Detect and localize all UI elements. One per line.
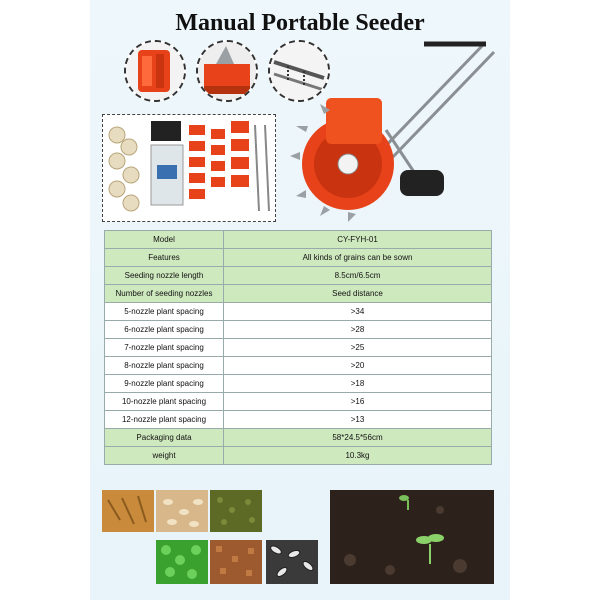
seeder-illustration: [286, 40, 496, 222]
sunflower-seeds-illustration: [266, 540, 318, 584]
table-row: [105, 447, 492, 465]
spec-key-cell: Packaging data: [105, 429, 224, 447]
table-row: [105, 267, 492, 285]
spec-value-cell: >25: [224, 339, 492, 357]
spec-key-cell: Number of seeding nozzles: [105, 285, 224, 303]
table-row: [105, 411, 492, 429]
page-title: Manual Portable Seeder: [175, 10, 425, 36]
spec-value-cell: Seed distance: [224, 285, 492, 303]
seedling-soil-image: [330, 490, 494, 584]
spec-value-cell: >34: [224, 303, 492, 321]
seeder-product-image: [286, 40, 496, 222]
spec-key-cell: Seeding nozzle length: [105, 267, 224, 285]
spec-key-cell: 5-nozzle plant spacing: [105, 303, 224, 321]
spec-value-cell: >28: [224, 321, 492, 339]
spec-value-cell: 10.3kg: [224, 447, 492, 465]
hopper-closeup-image: [126, 42, 184, 100]
table-row: [105, 357, 492, 375]
spec-value-cell: >16: [224, 393, 492, 411]
spec-value-cell: >18: [224, 375, 492, 393]
spec-key-cell: Features: [105, 249, 224, 267]
detail-circle-nozzle: [196, 40, 258, 102]
spec-value-cell: CY-FYH-01: [224, 231, 492, 249]
spec-key-cell: 7-nozzle plant spacing: [105, 339, 224, 357]
spec-value-cell: 58*24.5*56cm: [224, 429, 492, 447]
table-row: [105, 339, 492, 357]
spec-value-cell: >13: [224, 411, 492, 429]
spec-key-cell: 6-nozzle plant spacing: [105, 321, 224, 339]
table-row: [105, 375, 492, 393]
spec-key-cell: 8-nozzle plant spacing: [105, 357, 224, 375]
spec-key-cell: 9-nozzle plant spacing: [105, 375, 224, 393]
spec-key-cell: 10-nozzle plant spacing: [105, 393, 224, 411]
table-row: [105, 321, 492, 339]
parts-kit-illustration: [103, 115, 275, 221]
parts-kit-image: [102, 114, 276, 222]
table-row: [105, 303, 492, 321]
table-row: [105, 249, 492, 267]
table-row: [105, 285, 492, 303]
table-row: [105, 231, 492, 249]
spec-key-cell: 12-nozzle plant spacing: [105, 411, 224, 429]
seedling-illustration: [330, 490, 494, 584]
spec-value-cell: All kinds of grains can be sown: [224, 249, 492, 267]
sunflower-seeds-image: [266, 540, 318, 584]
nozzle-closeup-image: [198, 42, 256, 100]
table-row: [105, 393, 492, 411]
spec-table: [104, 230, 492, 465]
spec-value-cell: >20: [224, 357, 492, 375]
spec-key-cell: Model: [105, 231, 224, 249]
spec-key-cell: weight: [105, 447, 224, 465]
table-row: [105, 429, 492, 447]
product-sheet: [90, 0, 510, 600]
seed-types-collage: [102, 490, 262, 586]
detail-circle-hopper: [124, 40, 186, 102]
seed-types-illustration: [102, 490, 262, 586]
spec-value-cell: 8.5cm/6.5cm: [224, 267, 492, 285]
